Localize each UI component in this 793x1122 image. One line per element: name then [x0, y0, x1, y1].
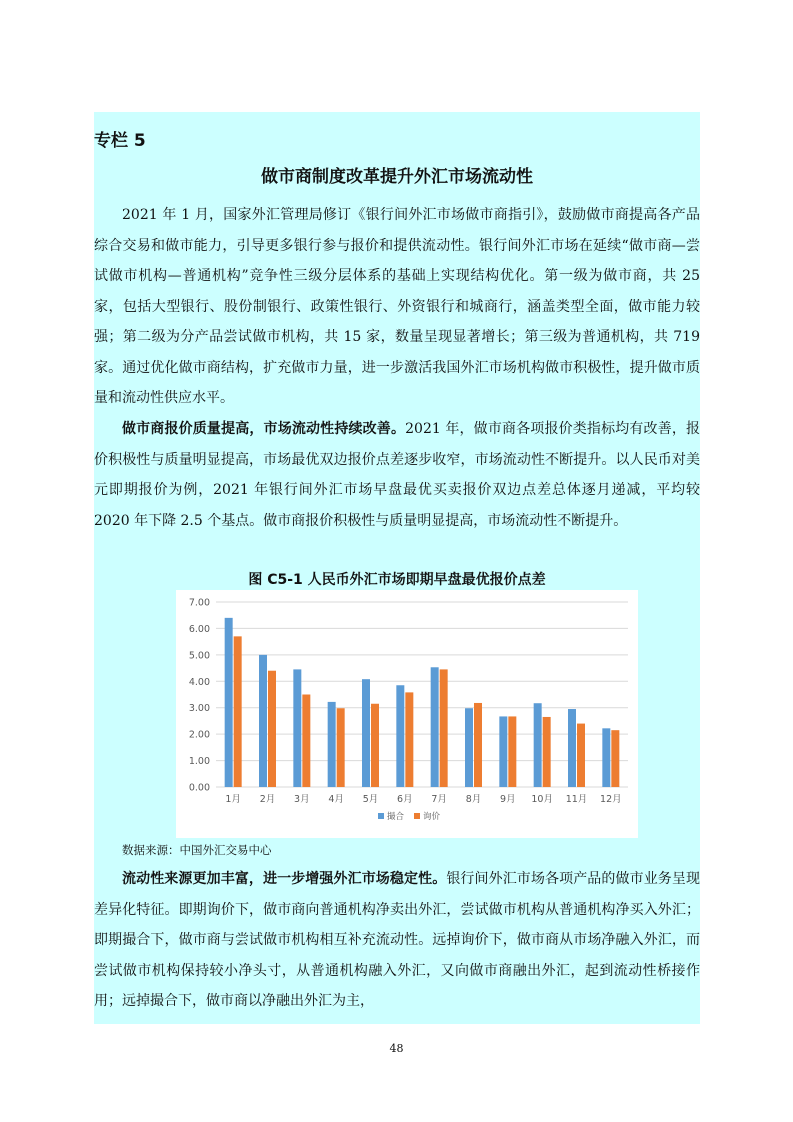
paragraph-2-body: 2021 年，做市商各项报价类指标均有改善，报价积极性与质量明显提高，市场最优双边报价点差逐步收窄，市场流动性不断提升。以人民币对美元即期报价为例，2021 年银行间外汇市场早盘最优买卖报价双边点差总体逐月递减，平均较 2020 年下降 2.5 个基点。做市商报价积极性与质量明显提高，市场流动性不断提升。: [94, 421, 701, 529]
figure-title: 图 C5-1 人民币外汇市场即期早盘最优报价点差: [248, 572, 546, 588]
bar: [259, 655, 267, 787]
y-tick-label: 0.00: [188, 782, 210, 794]
bar: [337, 708, 345, 787]
x-tick-label: 4月: [328, 794, 344, 805]
paragraph-2-lead: 做市商报价质量提高，市场流动性持续改善。: [122, 421, 406, 437]
x-tick-label: 1月: [225, 794, 241, 805]
y-tick-label: 1.00: [188, 756, 210, 768]
paragraph-1: 2021 年 1 月，国家外汇管理局修订《银行间外汇市场做市商指引》，鼓励做市商提高各产品综合交易和做市能力，引导更多银行参与报价和提供流动性。银行间外汇市场在延续“做市商—尝试做市机构—普通机构”竞争性三级分层体系的基础上实现结构优化。第一级为做市商，共 25 家，包括大型银行、股份制银行、政策性银行、外资银行和城商行，涵盖类型全面，做市能力较强；第二级为分产品尝试做市机构，共 15 家，数量呈现显著增长；第三级为普通机构，共 719 家。通过优化做市商结构，扩充做市力量，进一步激活我国外汇市场机构做市积极性，提升做市质量和流动性供应水平。: [94, 207, 700, 406]
bar: [568, 709, 576, 787]
bar: [234, 636, 242, 787]
y-tick-label: 5.00: [188, 650, 210, 662]
legend-label: 撮合: [387, 812, 405, 822]
paragraph-3-lead: 流动性来源更加丰富，进一步增强外汇市场稳定性。: [122, 871, 447, 887]
legend-swatch: [414, 813, 420, 819]
bar: [543, 717, 551, 787]
bar: [293, 669, 301, 787]
x-tick-label: 9月: [500, 794, 516, 805]
legend-swatch: [378, 813, 384, 819]
paragraph-2: [94, 414, 700, 536]
legend-label: 询价: [423, 812, 441, 822]
paragraph-3-body: 银行间外汇市场各项产品的做市业务呈现差异化特征。即期询价下，做市商向普通机构净卖出外汇，尝试做市机构从普通机构净买入外汇；即期撮合下，做市商与尝试做市机构相互补充流动性。远掉询价下，做市商从市场净融入外汇，而尝试做市机构保持较小净头寸，从普通机构融入外汇，又向做市商融出外汇，起到流动性桥接作用；远掉撮合下，做市商以净融出外汇为主，: [94, 871, 701, 1009]
bar: [268, 671, 276, 787]
bar: [611, 730, 619, 787]
y-tick-label: 2.00: [188, 729, 210, 741]
bar: [602, 728, 610, 787]
x-tick-label: 6月: [397, 794, 413, 805]
bar: [499, 716, 507, 787]
bar: [465, 708, 473, 787]
bar: [431, 667, 439, 787]
bar-chart: [176, 590, 638, 838]
bar: [534, 703, 542, 787]
x-tick-label: 3月: [294, 794, 310, 805]
bar: [405, 692, 413, 787]
column-box: [94, 112, 700, 1024]
x-tick-label: 2月: [259, 794, 276, 805]
bar: [577, 724, 585, 787]
bar: [362, 679, 370, 787]
data-source: 数据来源：中国外汇交易中心: [122, 843, 272, 857]
x-tick-label: 10月: [531, 794, 553, 805]
y-tick-label: 6.00: [188, 623, 210, 635]
bar: [474, 703, 482, 787]
x-tick-label: 5月: [362, 794, 379, 805]
paragraph-3: [94, 864, 700, 1017]
column-title: 做市商制度改革提升外汇市场流动性: [261, 167, 533, 187]
x-tick-label: 7月: [431, 794, 447, 805]
page-number: 48: [389, 1042, 404, 1055]
column-label: 专栏 5: [94, 131, 146, 151]
x-tick-label: 11月: [565, 794, 588, 805]
bar: [396, 685, 404, 787]
bar: [371, 704, 379, 787]
bar: [225, 618, 233, 787]
x-tick-label: 8月: [465, 794, 482, 805]
bar: [302, 695, 310, 788]
y-tick-label: 7.00: [188, 597, 210, 609]
bar: [508, 716, 516, 787]
bar: [440, 669, 448, 787]
y-tick-label: 4.00: [188, 676, 210, 688]
bar-chart-svg: [176, 590, 638, 838]
y-tick-label: 3.00: [188, 703, 210, 715]
x-tick-label: 12月: [600, 794, 622, 805]
bar: [328, 702, 336, 787]
